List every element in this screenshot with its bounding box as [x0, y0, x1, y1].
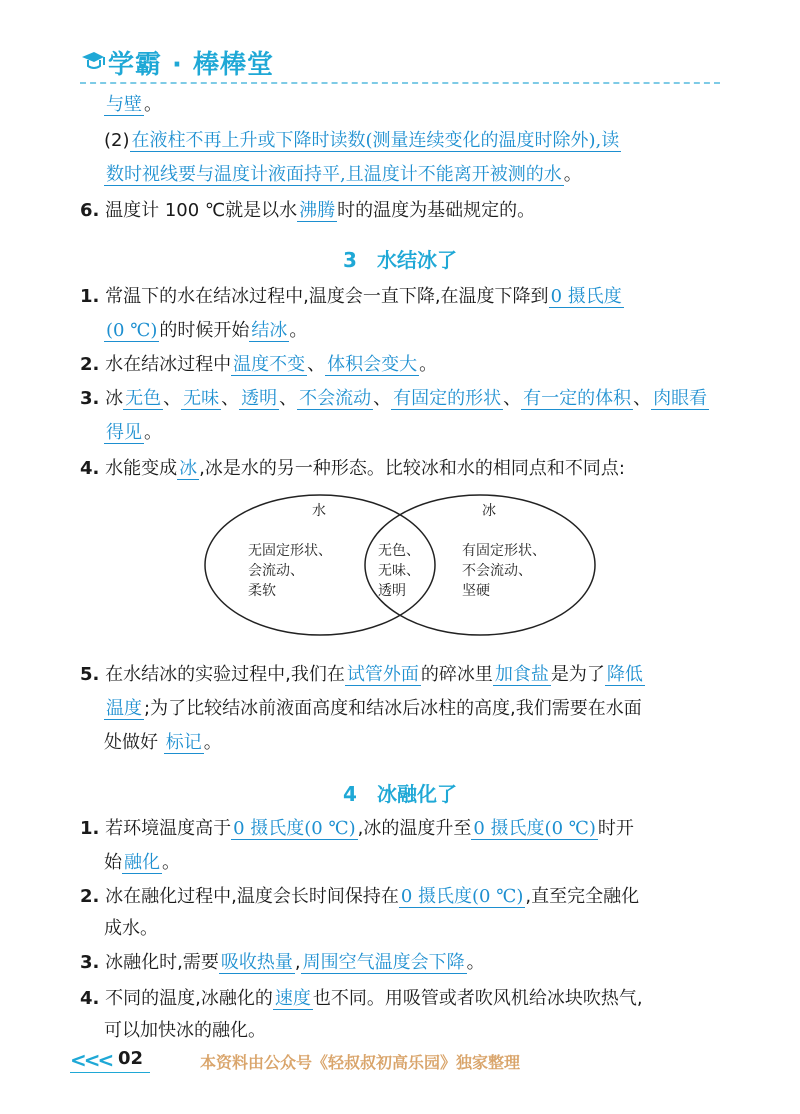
s3-question-4: 4. 水能变成 冰 ,冰是水的另一种形态。比较冰和水的相同点和不同点:: [80, 458, 625, 479]
answer-blank: 得见: [106, 422, 142, 443]
page-arrows-icon: <<<: [70, 1048, 112, 1072]
s3-question-5-line-1: 5. 在水结冰的实验过程中,我们在 试管外面 的碎冰里 加食盐 是为了 降低: [80, 664, 643, 685]
venn-right-item: 不会流动、: [462, 563, 532, 579]
answer-blank: 融化: [124, 852, 160, 873]
s3-question-5-line-3: 处做好 标记 。: [104, 732, 222, 753]
answer-blank: 有一定的体积: [523, 388, 632, 409]
answer-blank: 速度: [274, 988, 311, 1009]
answer-blank: 标记: [165, 732, 202, 753]
answer-blank: 0 摄氏度(0 ℃): [473, 818, 596, 839]
answer-blank: 周围空气温度会下降: [302, 952, 465, 973]
page-number: 02: [118, 1048, 144, 1069]
answer-blank: 结冰: [251, 320, 288, 341]
s3-question-2: 2. 水在结冰过程中 温度不变 、 体积会变大 。: [80, 354, 438, 375]
s4-question-3: 3. 冰融化时,需要 吸收热量 , 周围空气温度会下降 。: [80, 952, 485, 973]
venn-right-item: 坚硬: [462, 583, 490, 599]
answer-blank: 不会流动: [299, 388, 372, 409]
question-6: 6. 温度计 100 ℃就是以水 沸腾 时的温度为基础规定的。: [80, 200, 536, 221]
answer-blank: 体积会变大: [327, 354, 418, 375]
answer-blank: 无色: [125, 388, 162, 409]
answer-blank: 吸收热量: [220, 952, 293, 973]
answer-blank: 冰: [179, 458, 198, 479]
s3-question-3-line-1: 3. 冰 无色 、 无味 、 透明 、 不会流动 、 有固定的形状 、 有一定的体积 、 肉眼看: [80, 388, 708, 409]
answer-blank: (0 ℃): [106, 320, 158, 341]
s3-question-3-line-2: 得见 。: [106, 422, 162, 443]
s4-question-4-line-1: 4. 不同的温度,冰融化的 速度 也不同。用吸管或者吹风机给冰块吹热气,: [80, 988, 643, 1009]
s4-question-1-line-1: 1. 若环境温度高于 0 摄氏度(0 ℃) ,冰的温度升至 0 摄氏度(0 ℃) 时开: [80, 818, 634, 839]
s3-question-5-line-2: 温度 ;为了比较结冰前液面高度和结冰后冰柱的高度,我们需要在水面: [106, 698, 642, 719]
venn-middle-item: 无味、: [378, 563, 420, 579]
s4-question-1-line-2: 始 融化 。: [104, 852, 180, 873]
watermark-text: 本资料由公众号《轻叔叔初高乐园》独家整理: [200, 1053, 521, 1072]
answer-blank: 试管外面: [346, 664, 419, 685]
answer-blank: 0 摄氏度(0 ℃): [233, 818, 356, 839]
venn-label-ice: 冰: [482, 503, 496, 519]
venn-left-item: 无固定形状、: [248, 543, 332, 559]
answer-blank: 透明: [241, 388, 278, 409]
prev-line-1: 与壁 。: [106, 94, 162, 115]
s4-question-2-line-2: 成水。: [104, 918, 158, 939]
answer-blank: 数时视线要与温度计液面持平,且温度计不能离开被测的水: [106, 164, 562, 185]
prev-line-2: [104, 128, 621, 154]
answer-blank: 与壁: [106, 94, 142, 115]
section-4-title: 4 冰融化了: [343, 782, 457, 806]
venn-middle-item: 透明: [378, 583, 406, 599]
s3-question-1-line-1: 1. 常温下的水在结冰过程中,温度会一直下降,在温度下降到 0 摄氏度: [80, 286, 622, 307]
item-number: (2): [104, 130, 130, 151]
footer-divider: [70, 1072, 150, 1073]
answer-blank: 有固定的形状: [393, 388, 502, 409]
prev-line-3: 数时视线要与温度计液面持平,且温度计不能离开被测的水 。: [106, 164, 582, 185]
venn-middle-item: 无色、: [378, 543, 420, 559]
answer-blank: 沸腾: [299, 200, 336, 221]
answer-blank: 温度: [106, 698, 142, 719]
answer-blank: 在液柱不再上升或下降时读数(测量连续变化的温度时除外),读: [131, 130, 620, 151]
venn-left-item: 柔软: [248, 583, 276, 599]
answer-blank: 肉眼看: [653, 388, 708, 409]
venn-right-item: 有固定形状、: [462, 543, 546, 559]
brand-title: 学霸 · 棒棒堂: [108, 50, 274, 80]
section-3-title: 3 水结冰了: [343, 248, 457, 272]
s4-question-2-line-1: 2. 冰在融化过程中,温度会长时间保持在 0 摄氏度(0 ℃) ,直至完全融化: [80, 886, 640, 907]
s3-question-1-line-2: (0 ℃) 的时候开始 结冰 。: [106, 320, 308, 341]
answer-blank: 降低: [606, 664, 643, 685]
venn-diagram: [200, 493, 600, 638]
venn-left-item: 会流动、: [248, 563, 304, 579]
s4-question-4-line-2: 可以加快冰的融化。: [104, 1020, 266, 1041]
answer-blank: 0 摄氏度(0 ℃): [400, 886, 524, 907]
answer-blank: 0 摄氏度: [550, 286, 622, 307]
venn-label-water: 水: [312, 503, 326, 519]
answer-blank: 无味: [183, 388, 220, 409]
answer-blank: 加食盐: [494, 664, 549, 685]
answer-blank: 温度不变: [233, 354, 306, 375]
